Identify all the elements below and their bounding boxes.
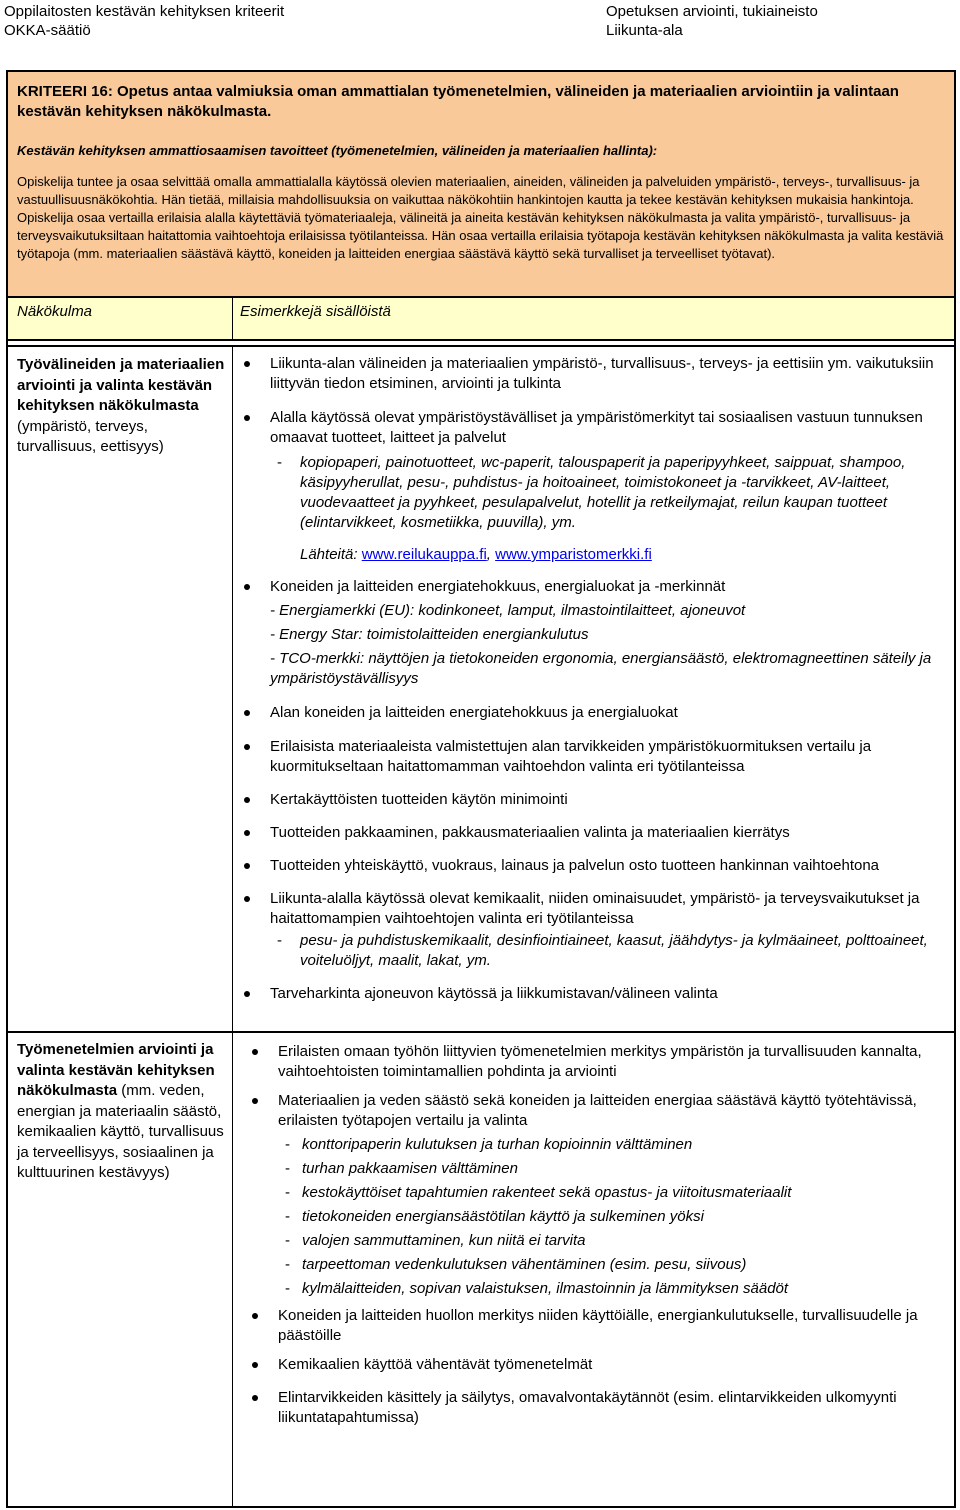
sources-label: Lähteitä: xyxy=(300,546,362,563)
criterion-box xyxy=(6,70,956,298)
criterion-body: Opiskelija tuntee ja osaa selvittää omalla ammattialalla käytössä olevien materiaalien, aineiden, välineiden ja palveluiden ympäristö-, terveys-, turvallisuus- ja vastuullisuusnäkökohtia. Hän tietää, millaisia mahdollisuuksia on vaikuttaa näkökohtiin hankintojen kautta ja tekee kestävän kehityksen mukaisia hankintoja. Opiskelija osaa vertailla erilaisia alalla käytettäviä työmateriaaleja, välineitä ja aineita kestävän kehityksen näkökulmasta ja valita ympäristö-, turvallisuus- ja terveysvaikutuksiltaan haitattomia vaihtoehtoja erilaisissa työtilanteissa. Hän osaa vertailla erilaisia työtapoja kestävän kehityksen näkökulmasta ja valita kestäviä työtapoja (mm. materiaalien säästävä käyttö, koneiden ja laitteiden energiaa säästävä käyttö sekä turvalliset ja terveelliset työtavat). xyxy=(17,174,944,261)
list-item: Liikunta-alalla käytössä olevat kemikaalit, niiden ominaisuudet, ympäristö- ja terveysvaikutukset ja haitattomampien vaihtoehtojen valinta eri työtilanteissa xyxy=(240,889,948,929)
criterion-title: KRITEERI 16: Opetus antaa valmiuksia oman ammattialan työmenetelmien, välineiden ja materiaalien arviointiin ja valintaan kestävän kehityksen näkökulmasta. xyxy=(17,83,899,120)
perspective-cell xyxy=(17,1040,227,1184)
dash-item: - kylmälaitteiden, sopivan valaistuksen, ilmastoinnin ja lämmityksen säädöt xyxy=(248,1279,948,1299)
perspective-note: (mm. veden, energian ja materiaalin säästö, kemikaalien käyttö, turvallisuus ja terveellisyys, sosiaalinen ja kulttuurinen kestävyys) xyxy=(17,1082,224,1181)
examples-cell xyxy=(240,354,948,1004)
column-header-examples: Esimerkkejä sisällöistä xyxy=(240,303,391,320)
dash-item: - tietokoneiden energiansäästötilan käyttö ja sulkeminen yöksi xyxy=(248,1207,948,1227)
perspective-note: (ympäristö, terveys, turvallisuus, eettisyys) xyxy=(17,417,164,455)
perspective-title: Työvälineiden ja materiaalien arviointi ja valinta kestävän kehityksen näkökulmasta xyxy=(17,356,225,414)
list-item: Liikunta-alan välineiden ja materiaalien ympäristö-, turvallisuus-, terveys- ja eettisiin ym. vaikutuksiin liittyvän tiedon etsiminen, arviointi ja tulkinta xyxy=(240,354,948,394)
header-left xyxy=(4,2,284,40)
dash-item: - tarpeettoman vedenkulutuksen vähentäminen (esim. pesu, siivous) xyxy=(248,1255,948,1275)
list-item: Kertakäyttöisten tuotteiden käytön minimointi xyxy=(240,790,948,810)
list-item: Alan koneiden ja laitteiden energiatehokkuus ja energialuokat xyxy=(240,703,948,723)
dash-item: - valojen sammuttaminen, kun niitä ei tarvita xyxy=(248,1231,948,1251)
header-title: Oppilaitosten kestävän kehityksen kriteerit xyxy=(4,3,285,20)
sub-item: - TCO-merkki: näyttöjen ja tietokoneiden ergonomia, energiansäästö, elektromagneettinen säteily ja ympäristöystävällisyys xyxy=(270,650,932,687)
header-document-type: Opetuksen arviointi, tukiaineisto xyxy=(606,3,818,20)
column-header-perspective: Näkökulma xyxy=(17,303,93,320)
list-item: Kemikaalien käyttöä vähentävät työmenetelmät xyxy=(248,1355,948,1375)
list-item: Tarveharkinta ajoneuvon käytössä ja liikkumistavan/välineen valinta xyxy=(240,984,948,1004)
perspective-cell xyxy=(17,355,227,458)
dash-item xyxy=(240,453,948,533)
list-item: Tuotteiden yhteiskäyttö, vuokraus, lainaus ja palvelun osto tuotteen hankinnan vaihtoehtona xyxy=(240,856,948,876)
sub-item: - Energy Star: toimistolaitteiden energiankulutus xyxy=(270,626,589,643)
table-row xyxy=(6,1032,956,1508)
column-divider xyxy=(232,1033,233,1506)
dash-item: - konttoripaperin kulutuksen ja turhan kopioinnin välttäminen xyxy=(248,1135,948,1155)
column-divider xyxy=(232,347,233,1031)
column-header-row xyxy=(6,297,956,341)
perspective-title: Työmenetelmien arviointi ja valinta kestävän kehityksen näkökulmasta xyxy=(17,1041,215,1099)
dash-item xyxy=(240,931,948,971)
header-field: Liikunta-ala xyxy=(606,22,683,39)
page-header xyxy=(0,0,960,40)
table-row xyxy=(6,345,956,1033)
header-right xyxy=(606,2,818,40)
list-item: Koneiden ja laitteiden energiatehokkuus, energialuokat ja -merkinnät xyxy=(240,577,948,597)
sources-separator: , xyxy=(486,546,496,563)
list-item: Erilaisten omaan työhön liittyvien työmenetelmien merkitys ympäristön ja turvallisuuden kannalta, vaihtoehtoisten toimintamallien pohdinta ja arviointi xyxy=(248,1042,948,1082)
dash-item: - kestokäyttöiset tapahtumien rakenteet sekä opastus- ja viitoitusmateriaalit xyxy=(248,1183,948,1203)
list-item: Elintarvikkeiden käsittely ja säilytys, omavalvontakäytännöt (esim. elintarvikkeiden ulkomyynti liikuntatapahtumissa) xyxy=(248,1388,948,1428)
list-item: Alalla käytössä olevat ympäristöystävälliset ja ympäristömerkityt tai sosiaalisen vastuun tunnuksen omaavat tuotteet, laitteet ja palvelut xyxy=(240,408,948,448)
sources-line xyxy=(240,545,948,565)
header-organization: OKKA-säätiö xyxy=(4,22,91,39)
dash-item-text: pesu- ja puhdistuskemikaalit, desinfiointiaineet, kaasut, jäähdytys- ja kylmäaineet, polttoaineet, voiteluöljyt, maalit, lakat, ym. xyxy=(300,932,928,969)
sub-item: - Energiamerkki (EU): kodinkoneet, lamput, ilmastointilaitteet, ajoneuvot xyxy=(270,602,746,619)
ymparistomerkki-link[interactable]: www.ymparistomerkki.fi xyxy=(495,546,652,563)
list-item: Tuotteiden pakkaaminen, pakkausmateriaalien valinta ja materiaalien kierrätys xyxy=(240,823,948,843)
examples-cell xyxy=(248,1042,948,1428)
list-item: Materiaalien ja veden säästö sekä koneiden ja laitteiden energiaa säästävä käyttö työtehtävissä, erilaisten työtapojen vertailu ja valinta xyxy=(248,1091,948,1131)
list-item: Koneiden ja laitteiden huollon merkitys niiden käyttöiälle, energiankulutukselle, turvallisuudelle ja päästöille xyxy=(248,1306,948,1346)
criterion-subtitle: Kestävän kehityksen ammattiosaamisen tavoitteet (työmenetelmien, välineiden ja materiaalien hallinta): xyxy=(17,143,658,158)
reilukauppa-link[interactable]: www.reilukauppa.fi xyxy=(361,546,487,563)
column-divider xyxy=(232,298,233,339)
dash-item-text: kopiopaperi, painotuotteet, wc-paperit, talouspaperit ja paperipyyhkeet, saippuat, shampoo, käsipyyherullat, pesu-, puhdistus- ja hoitoaineet, toimistokoneet ja -tarvikkeet, AV-laitteet, vuodevaatteet ja pyyhkeet, pesulapalvelut, hotellit ja retkeilymajat, reilun kaupan tuotteet (elintarvikkeet, kosmetiikka, puuvilla), ym. xyxy=(300,454,906,531)
list-item: Erilaisista materiaaleista valmistettujen alan tarvikkeiden ympäristökuormituksen vertailu ja kuormitukseltaan haitattomamman vaihtoehdon valinta eri työtilanteissa xyxy=(240,737,948,777)
dash-item: - turhan pakkaamisen välttäminen xyxy=(248,1159,948,1179)
